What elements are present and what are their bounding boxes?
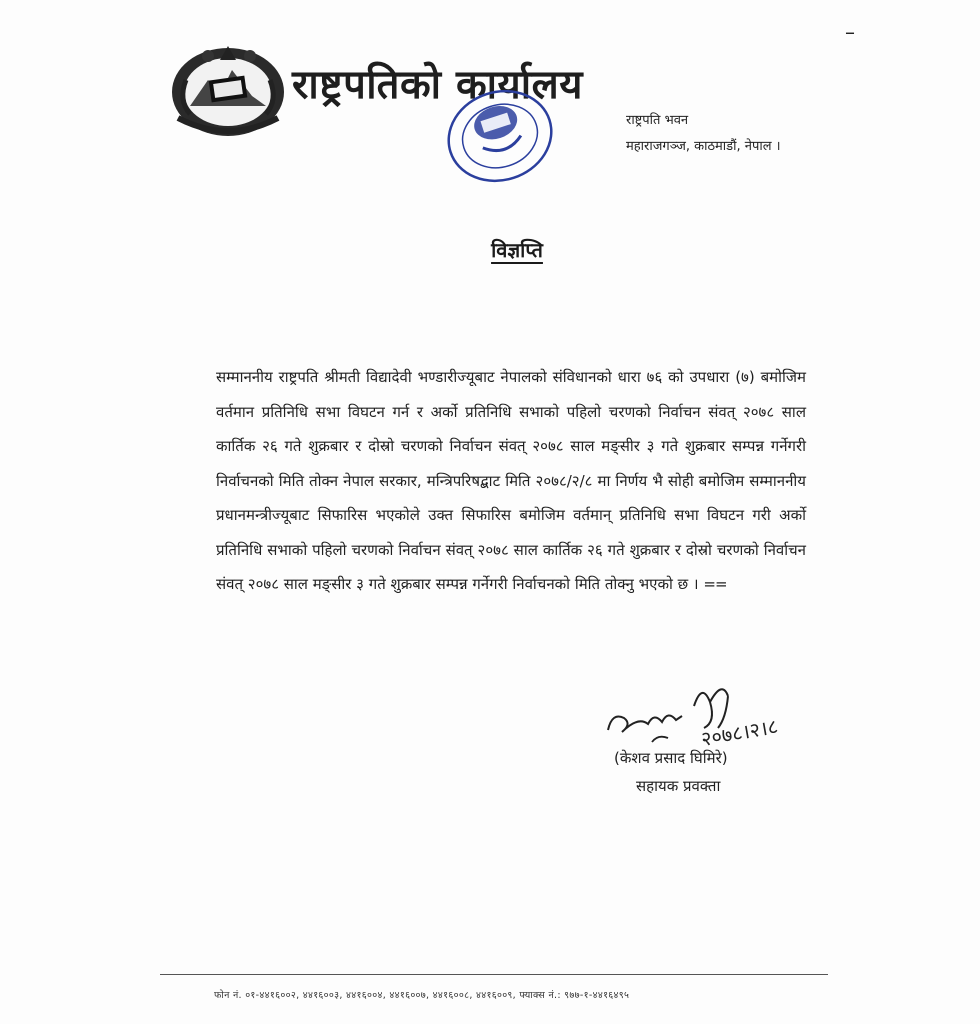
office-seal-stamp-icon [440, 82, 560, 190]
signatory-name: (केशव प्रसाद घिमिरे) [614, 749, 728, 767]
notice-body [216, 360, 806, 602]
office-title: राष्ट्रपतिको कार्यालय [292, 62, 583, 108]
notice-title: विज्ञप्ति [491, 238, 543, 262]
footer-contact: फोन नं. ०१-४४१६००२, ४४१६००३, ४४१६००४, ४४१६००७, ४४१६००८, ४४१६००९, फ्याक्स नं.: ९७७-१-४४१६४९५ [214, 990, 630, 1001]
address-line-2: महाराजगञ्ज, काठमाडौं, नेपाल । [626, 139, 781, 154]
end-mark: == [703, 575, 727, 593]
signature-date: २०७८।२।८ [699, 714, 780, 752]
address-line-1: राष्ट्रपति भवन [626, 113, 689, 128]
footer-divider [160, 974, 828, 975]
notice-body-text: सम्माननीय राष्ट्रपति श्रीमती विद्यादेवी भण्डारीज्यूबाट नेपालको संविधानको धारा ७६ को उपधारा (७) बमोजिम वर्तमान प्रतिनिधि सभा विघटन गर्न र अर्को प्रतिनिधि सभाको पहिलो चरणको निर्वाचन संवत् २०७८ साल कार्तिक २६ गते शुक्रबार र दोस्रो चरणको निर्वाचन संवत् २०७८ साल मङ्सीर ३ गते शुक्रबार सम्पन्न गर्नेगरी निर्वाचनको मिति तोक्न नेपाल सरकार, मन्त्रिपरिषद्बाट मिति २०७८/२/८ मा निर्णय भै सोही बमोजिम सम्माननीय प्रधानमन्त्रीज्यूबाट सिफारिस भएकोले उक्त सिफारिस बमोजिम वर्तमान् प्रतिनिधि सभा विघटन गरी अर्को प्रतिनिधि सभाको पहिलो चरणको निर्वाचन संवत् २०७८ साल कार्तिक २६ गते शुक्रबार र दोस्रो चरणको निर्वाचन संवत् २०७८ साल मङ्सीर ३ गते शुक्रबार सम्पन्न गर्नेगरी निर्वाचनको मिति तोक्नु भएको छ । [216, 368, 806, 593]
signatory-role: सहायक प्रवक्ता [636, 777, 721, 795]
corner-mark: – [845, 20, 855, 44]
office-address [626, 108, 781, 160]
handwritten-signature [598, 672, 848, 752]
nepal-emblem-icon [168, 40, 288, 140]
